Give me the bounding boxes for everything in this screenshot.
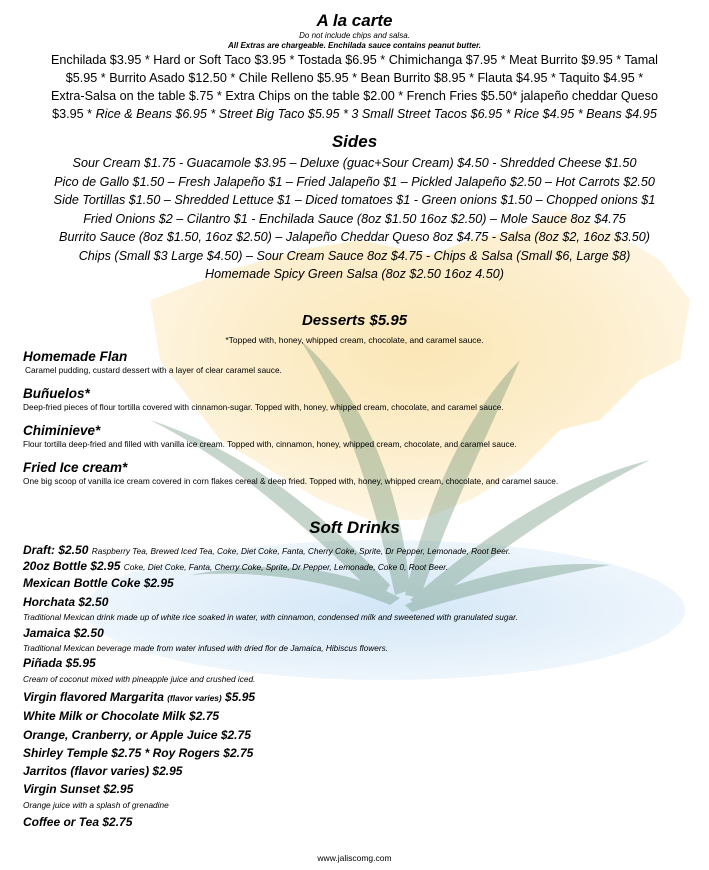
drink-name: Draft: $2.50: [23, 543, 89, 557]
footer-website: www.jaliscomg.com: [317, 853, 392, 863]
sides-line: Fried Onions $2 – Cilantro $1 - Enchilada Sauce (8oz $1.50 16oz $2.50) – Mole Sauce 8oz $4.75: [83, 211, 626, 226]
drink-jamaica-desc: Traditional Mexican beverage made from water infused with dried flor de Jamaica, Hibiscus flowers.: [23, 643, 389, 653]
dessert-item-chiminieve: [23, 422, 517, 450]
drink-jarritos: Jarritos (flavor varies) $2.95: [23, 764, 183, 778]
drink-margarita: [23, 690, 255, 706]
sides-line: Homemade Spicy Green Salsa (8oz $2.50 16oz 4.50): [205, 267, 504, 281]
dessert-item-flan: [23, 348, 282, 376]
desserts-topping-note: *Topped with, honey, whipped cream, chocolate, and caramel sauce.: [225, 335, 484, 345]
alacarte-line-2: $5.95 * Burrito Asado $12.50 * Chile Relleno $5.95 * Bean Burrito $8.95 * Flauta $4.95 * Taquito $4.95 *: [65, 71, 644, 85]
dessert-item-bunuelos: [23, 385, 504, 413]
drink-pinada-desc: Cream of coconut mixed with pineapple juice and crushed iced.: [23, 674, 256, 684]
drink-price: $5.95: [221, 690, 256, 704]
drink-pinada: Piñada $5.95: [23, 656, 96, 670]
desserts-title: Desserts $5.95: [301, 312, 408, 329]
drink-virgin-sunset-desc: Orange juice with a splash of grenadine: [23, 800, 169, 810]
alacarte-line-1: Enchilada $3.95 * Hard or Soft Taco $3.95 * Tostada $6.95 * Chimichanga $7.95 * Meat Burrito $9.95 * Tamal: [51, 53, 658, 67]
drink-name: 20oz Bottle $2.95: [23, 559, 121, 573]
sides-title: Sides: [331, 132, 378, 151]
drink-juice: Orange, Cranberry, or Apple Juice $2.75: [23, 728, 251, 742]
drink-horchata: Horchata $2.50: [23, 595, 109, 609]
drink-virgin-sunset: Virgin Sunset $2.95: [23, 782, 134, 796]
alacarte-line-3: Extra-Salsa on the table $.75 * Extra Chips on the table $2.00 * French Fries $5.50* jalapeño cheddar Queso: [51, 89, 658, 103]
drinks-title: Soft Drinks: [309, 518, 400, 537]
alacarte-line-4: [0, 105, 709, 123]
sides-line: Sour Cream $1.75 - Guacamole $3.95 – Deluxe (guac+Sour Cream) $4.50 - Shredded Cheese $1.50: [72, 156, 637, 170]
drink-coffee-tea: Coffee or Tea $2.75: [23, 815, 133, 829]
drink-horchata-desc: Traditional Mexican drink made up of white rice soaked in water, with cinnamon, condensed milk and sweetened with granulated sugar.: [23, 612, 518, 622]
sides-line: Pico de Gallo $1.50 – Fresh Jalapeño $1 – Fried Jalapeño $1 – Pickled Jalapeño $2.50 – Hot Carrots $2.50: [54, 174, 655, 189]
alacarte-note-2: All Extras are chargeable. Enchilada sauce contains peanut butter.: [228, 41, 481, 50]
sides-line: Chips (Small $3 Large $4.50) – Sour Cream Sauce 8oz $4.75 - Chips & Salsa (Small $6, Large $8): [78, 248, 631, 263]
dessert-desc: Flour tortilla deep-fried and filled with vanilla ice cream. Topped with, cinnamon, honey, whipped cream, chocolate, and caramel sauce.: [23, 439, 517, 449]
alacarte-title: A la carte: [316, 11, 393, 30]
drink-jamaica: Jamaica $2.50: [23, 626, 104, 640]
alacarte-line-4a: $3.95 *: [52, 107, 96, 121]
drink-draft: [23, 543, 510, 559]
drink-list: Raspberry Tea, Brewed Iced Tea, Coke, Diet Coke, Fanta, Cherry Coke, Sprite, Dr Pepper, Lemonade, Root Beer.: [91, 546, 511, 556]
drink-shirley-temple: Shirley Temple $2.75 * Roy Rogers $2.75: [23, 746, 254, 760]
desserts-header: [0, 311, 709, 346]
alacarte-note-1: Do not include chips and salsa.: [299, 31, 410, 40]
sides-section: [0, 132, 709, 284]
drink-flavor-note: (flavor varies): [167, 693, 222, 703]
alacarte-line-4b: Rice & Beans $6.95 * Street Big Taco $5.95 * 3 Small Street Tacos $6.95 * Rice $4.95 * Beans $4.95: [95, 107, 657, 121]
dessert-desc: Caramel pudding, custard dessert with a layer of clear caramel sauce.: [25, 365, 282, 375]
dessert-desc: Deep-fried pieces of flour tortilla covered with cinnamon-sugar. Topped with, honey, whipped cream, chocolate, and caramel sauce.: [23, 402, 504, 412]
drink-milk: White Milk or Chocolate Milk $2.75: [23, 709, 220, 723]
sides-line: Burrito Sauce (8oz $1.50, 16oz $2.50) – Jalapeño Cheddar Queso 8oz $4.75 - Salsa (8oz $2, 16oz $3.50): [59, 230, 650, 244]
sides-line: Side Tortillas $1.50 – Shredded Lettuce $1 – Diced tomatoes $1 - Green onions $1.50 – Chopped onions $1: [53, 193, 656, 207]
drink-name: Virgin flavored Margarita: [23, 690, 168, 704]
dessert-item-fried-ice-cream: [23, 459, 558, 487]
drink-mexican-coke: Mexican Bottle Coke $2.95: [23, 576, 174, 590]
dessert-name: Chiminieve*: [23, 423, 101, 438]
dessert-name: Fried Ice cream*: [23, 460, 128, 475]
alacarte-section: [0, 11, 709, 123]
dessert-desc: One big scoop of vanilla ice cream covered in corn flakes cereal & deep fried. Topped with, honey, whipped cream, chocolate, and caramel sauce.: [23, 476, 559, 486]
dessert-name: Buñuelos*: [23, 386, 90, 401]
dessert-name: Homemade Flan: [23, 349, 128, 364]
drink-list: Coke, Diet Coke, Fanta, Cherry Coke, Sprite, Dr Pepper, Lemonade, Coke 0, Root Beer.: [123, 562, 449, 572]
drink-bottle: [23, 559, 448, 575]
